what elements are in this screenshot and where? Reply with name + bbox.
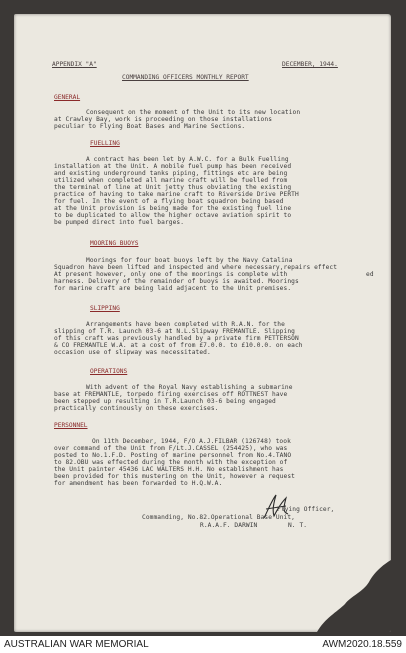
text-line: been provided for this mustering on the Unit, however a request [54,473,295,480]
footer-accession-number: AWM2020.18.559 [322,639,402,650]
text-line: the Unit painter 45436 LAC WALTERS H.H. No establishment has [54,466,284,473]
text-line: to be duplicated to allow the higher octave aviation spirit to [54,212,292,219]
text-line: Arrangements have been completed with R.A.N. for the [86,321,285,328]
text-line: Squadron have been lifted and inspected and where necessary,repairs effect [54,264,338,271]
signature-location: R.A.A.F. DARWIN N. T. [200,522,308,529]
text-line: practice of having to take marine craft to Riverside Drive PERTH [54,191,299,198]
text-line: occasion use of slipway was necessitated. [54,349,211,356]
text-line: utilized when completed all marine craft will be fuelled from [54,177,288,184]
archive-footer [0,636,406,653]
section-heading-fuelling: FUELLING [90,140,120,147]
text-line: On 11th December, 1944, F/O A.J.FILBAR (126748) took [92,438,291,445]
section-heading-mooring-buoys: MOORING BUOYS [90,240,139,247]
margin-note: ed [366,271,374,278]
text-line: been stepped up resulting in T.R.Launch 03-6 being engaged [54,398,276,405]
text-line: slipping of T.R. Launch 03-6 at N.L.Slipway FREMANTLE. Slipping [54,328,295,335]
text-line: over command of the Unit from F/Lt.J.CASSEL (254425), who was [54,445,288,452]
text-line: practically continously on these exercises. [54,405,219,412]
text-line: be pumped direct into fuel barges. [54,219,185,226]
text-line: At present however, only one of the moorings is complete with [54,271,288,278]
text-line: for amendment has been forwarded to H.Q.W.A. [54,480,223,487]
section-heading-operations: OPERATIONS [90,368,128,375]
report-page [14,14,391,632]
text-line: at Crawley Bay, work is proceeding on those installations [54,116,273,123]
section-heading-general: GENERAL [54,94,81,101]
signature-command: Commanding, No.82.Operational Base Unit, [142,514,296,521]
torn-corner [311,552,391,632]
section-heading-personnel: PERSONNEL [54,422,88,429]
text-line: to 82.OBU was effected during the month with the exception of [54,459,288,466]
text-line: the terminal of line at Unit jetty thus obviating the existing [54,184,292,191]
text-line: Consequent on the moment of the Unit to its new location [86,109,301,116]
footer-institution: AUSTRALIAN WAR MEMORIAL [4,639,149,650]
signature-rank: Flying Officer, [277,506,335,513]
text-line: A contract has been let by A.W.C. for a Bulk Fuelling [86,156,289,163]
text-line: installation at the Unit. A mobile fuel pump has been received [54,163,292,170]
section-heading-slipping: SLIPPING [90,305,120,312]
text-line: and existing underground tanks piping, fittings etc are being [54,170,288,177]
report-date: DECEMBER, 1944. [282,61,338,68]
text-line: peculiar to Flying Boat Bases and Marine Sections. [54,123,246,130]
text-line: posted to No.1.F.D. Posting of marine personnel from No.4.TANO [54,452,292,459]
text-line: for marine craft are being laid adjacent to the Unit premises. [54,285,292,292]
text-line: Moorings for four boat buoys left by the Navy Catalina [86,257,293,264]
text-line: harness. Delivery of the remainder of buoys is awaited. Moorings [54,278,299,285]
text-line: of this craft was previously handled by a private firm PETTERSON [54,335,299,342]
text-line: With advent of the Royal Navy establishing a submarine [86,384,293,391]
text-line: for fuel. In the event of a flying boat squadron being based [54,198,284,205]
text-line: at the Unit provision is being made for the existing fuel line [54,205,292,212]
report-title: COMMANDING OFFICERS MONTHLY REPORT [122,74,249,81]
text-line: base at FREMANTLE, torpedo firing exercises off ROTTNEST have [54,391,288,398]
text-line: & CO FREMANTLE W.A. at a cost of from £7.0.0. to £10.0.0. on each [54,342,303,349]
appendix-label: APPENDIX "A" [52,61,97,68]
